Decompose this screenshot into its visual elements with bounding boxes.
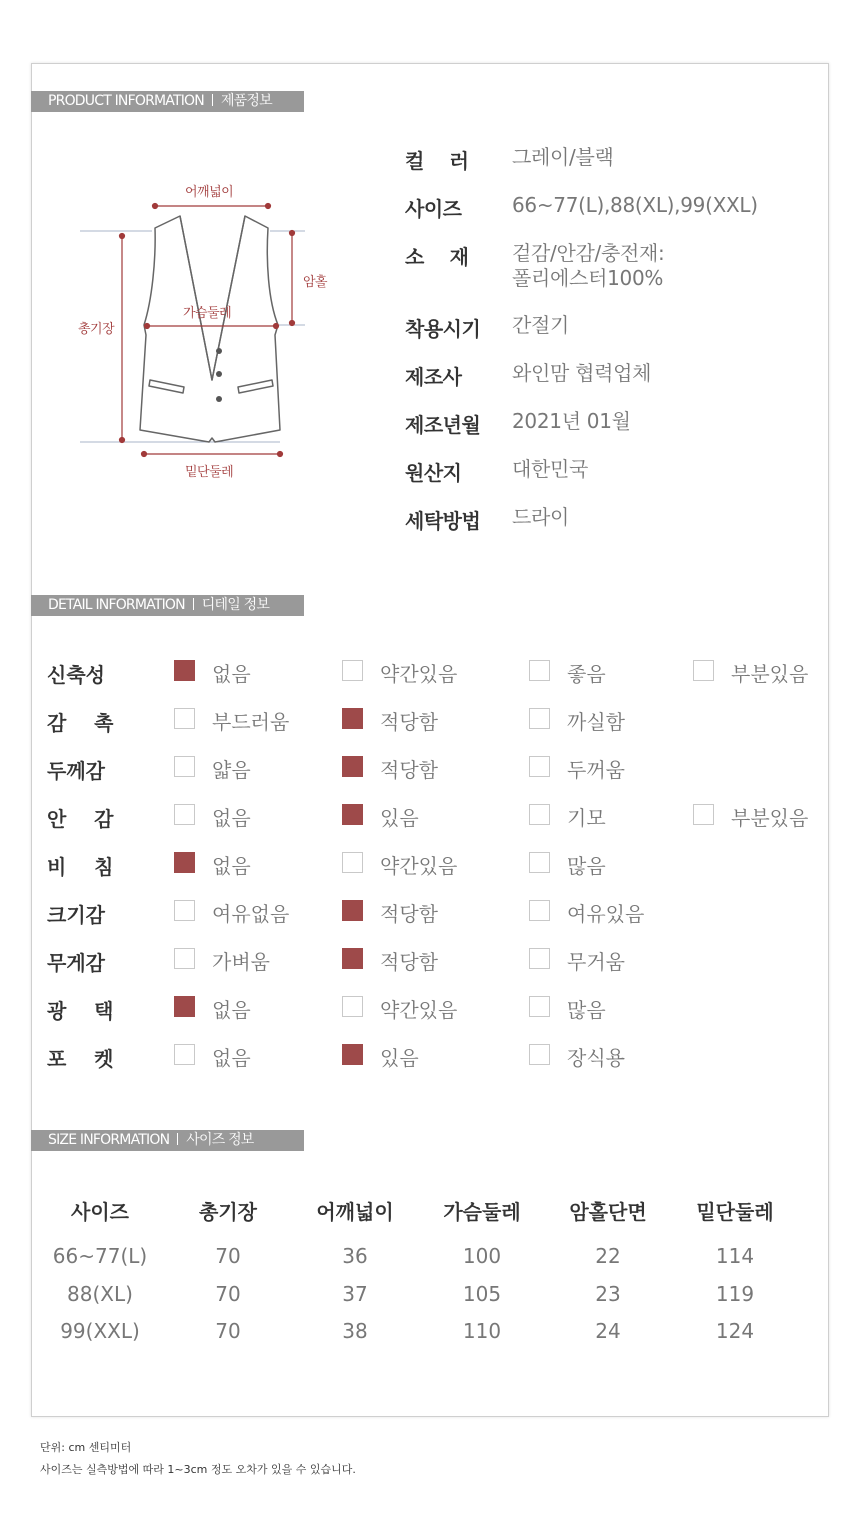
detail-row <box>47 897 827 927</box>
spec-value: 와인맘 협력업체 <box>512 361 652 385</box>
checked-box <box>174 996 195 1017</box>
detail-option-label: 얇음 <box>212 758 251 782</box>
detail-row <box>47 801 827 831</box>
unchecked-box <box>529 1044 550 1065</box>
detail-option-label: 부분있음 <box>731 662 809 686</box>
header-divider <box>177 1133 178 1145</box>
detail-row <box>47 993 827 1023</box>
unchecked-box <box>529 900 550 921</box>
checked-box <box>342 948 363 969</box>
size-table-header: 가슴둘레 <box>443 1200 521 1224</box>
unchecked-box <box>342 852 363 873</box>
unchecked-box <box>342 996 363 1017</box>
detail-row <box>47 945 827 975</box>
size-table-cell: 119 <box>715 1282 755 1306</box>
size-table-cell: 105 <box>462 1282 502 1306</box>
checked-box <box>174 660 195 681</box>
spec-label: 제조년월 <box>405 413 481 437</box>
spec-label: 제조사 <box>405 365 462 389</box>
product-info-header-ko: 제품정보 <box>220 93 272 109</box>
size-table-cell: 37 <box>342 1282 368 1306</box>
spec-label: 사이즈 <box>405 197 462 221</box>
checked-box <box>342 900 363 921</box>
detail-option-label: 까실함 <box>567 710 625 734</box>
detail-option-label: 적당함 <box>380 902 438 926</box>
unchecked-box <box>529 804 550 825</box>
unchecked-box <box>529 996 550 1017</box>
size-table-cell: 110 <box>462 1319 502 1343</box>
size-table-header: 밑단둘레 <box>696 1200 774 1224</box>
size-info-header <box>31 1130 304 1151</box>
detail-row <box>47 849 827 879</box>
detail-option-label: 가벼움 <box>212 950 270 974</box>
armhole-label: 암홀 <box>303 275 328 290</box>
unchecked-box <box>174 948 195 969</box>
size-table-header: 암홀단면 <box>569 1200 647 1224</box>
detail-option-label: 적당함 <box>380 758 438 782</box>
checked-box <box>342 804 363 825</box>
unchecked-box <box>174 708 195 729</box>
detail-option-label: 많음 <box>567 854 606 878</box>
size-table-cell: 114 <box>715 1244 755 1268</box>
checked-box <box>342 1044 363 1065</box>
detail-option-label: 없음 <box>212 806 251 830</box>
detail-option-label: 부분있음 <box>731 806 809 830</box>
detail-label: 신축성 <box>47 663 105 687</box>
detail-option-label: 부드러움 <box>212 710 290 734</box>
detail-row <box>47 657 827 687</box>
size-table-cell: 23 <box>595 1282 621 1306</box>
detail-option-label: 약간있음 <box>380 854 458 878</box>
detail-option-label: 두꺼움 <box>567 758 625 782</box>
detail-label: 포 켓 <box>47 1047 114 1071</box>
tolerance-note: 사이즈는 실측방법에 따라 1~3cm 정도 오차가 있을 수 있습니다. <box>40 1463 356 1476</box>
size-table-cell: 70 <box>215 1319 241 1343</box>
header-divider <box>212 94 213 106</box>
detail-info-header <box>31 595 304 616</box>
unchecked-box <box>529 708 550 729</box>
unchecked-box <box>693 804 714 825</box>
checked-box <box>342 708 363 729</box>
unchecked-box <box>529 660 550 681</box>
detail-row <box>47 1041 827 1071</box>
chest-label: 가슴둘레 <box>183 306 232 321</box>
detail-option-label: 장식용 <box>567 1046 625 1070</box>
size-table-header: 어깨넓이 <box>316 1200 394 1224</box>
spec-value: 대한민국 <box>512 457 589 481</box>
detail-option-label: 있음 <box>380 1046 419 1070</box>
checked-box <box>342 756 363 777</box>
unchecked-box <box>174 1044 195 1065</box>
spec-value: 그레이/블랙 <box>512 145 614 169</box>
unchecked-box <box>529 852 550 873</box>
size-notes <box>40 1437 356 1481</box>
vest-measurement-diagram <box>60 170 360 490</box>
spec-value: 드라이 <box>512 505 570 529</box>
spec-value-line2: 폴리에스터100% <box>512 266 664 290</box>
detail-label: 안 감 <box>47 807 114 831</box>
spec-value: 겉감/안감/충전재: <box>512 241 665 265</box>
detail-info-header-en: DETAIL INFORMATION <box>48 597 185 613</box>
spec-label: 원산지 <box>405 461 462 485</box>
detail-info-header-ko: 디테일 정보 <box>201 597 270 613</box>
detail-option-label: 없음 <box>212 998 251 1022</box>
detail-option-label: 기모 <box>567 806 606 830</box>
size-table-cell: 36 <box>342 1244 368 1268</box>
shoulder-width-label: 어깨넓이 <box>185 185 234 200</box>
unchecked-box <box>174 900 195 921</box>
size-table-cell: 38 <box>342 1319 368 1343</box>
spec-value: 2021년 01월 <box>512 409 631 433</box>
spec-value: 간절기 <box>512 313 570 337</box>
unchecked-box <box>529 756 550 777</box>
detail-option-label: 여유없음 <box>212 902 290 926</box>
unchecked-box <box>529 948 550 969</box>
detail-option-label: 좋음 <box>567 662 606 686</box>
detail-label: 두께감 <box>47 759 105 783</box>
size-table-cell: 22 <box>595 1244 621 1268</box>
size-table-cell: 70 <box>215 1282 241 1306</box>
size-table-header: 사이즈 <box>71 1200 129 1224</box>
total-length-label: 총기장 <box>78 322 115 337</box>
size-table-cell: 100 <box>462 1244 502 1268</box>
detail-option-label: 약간있음 <box>380 662 458 686</box>
detail-option-label: 무거움 <box>567 950 625 974</box>
detail-option-label: 많음 <box>567 998 606 1022</box>
unit-note: 단위: cm 센티미터 <box>40 1441 132 1454</box>
size-info-header-ko: 사이즈 정보 <box>186 1132 254 1148</box>
detail-label: 비 침 <box>47 855 114 879</box>
detail-label: 크기감 <box>47 903 105 927</box>
detail-option-label: 있음 <box>380 806 419 830</box>
detail-option-label: 없음 <box>212 1046 251 1070</box>
size-info-header-en: SIZE INFORMATION <box>48 1132 170 1148</box>
detail-option-label: 없음 <box>212 854 251 878</box>
detail-option-label: 없음 <box>212 662 251 686</box>
size-table-cell: 24 <box>595 1319 621 1343</box>
product-info-header <box>31 91 304 112</box>
size-table-cell: 70 <box>215 1244 241 1268</box>
spec-label: 소 재 <box>405 245 469 269</box>
hem-label: 밑단둘레 <box>185 465 234 480</box>
size-table-cell: 88(XL) <box>67 1282 133 1306</box>
detail-row <box>47 705 827 735</box>
spec-label: 세탁방법 <box>405 509 481 533</box>
spec-label: 컬 러 <box>405 149 469 173</box>
spec-label: 착용시기 <box>405 317 481 341</box>
size-table-cell: 124 <box>715 1319 755 1343</box>
unchecked-box <box>693 660 714 681</box>
detail-label: 감 촉 <box>47 711 114 735</box>
spec-value: 66~77(L),88(XL),99(XXL) <box>512 193 758 217</box>
detail-option-label: 적당함 <box>380 710 438 734</box>
unchecked-box <box>342 660 363 681</box>
detail-label: 광 택 <box>47 999 114 1023</box>
size-table-header: 총기장 <box>199 1200 257 1224</box>
detail-option-label: 여유있음 <box>567 902 645 926</box>
size-table-cell: 66~77(L) <box>52 1244 148 1268</box>
unchecked-box <box>174 804 195 825</box>
product-info-header-en: PRODUCT INFORMATION <box>48 93 204 109</box>
detail-label: 무게감 <box>47 951 105 975</box>
size-table-cell: 99(XXL) <box>60 1319 140 1343</box>
header-divider <box>193 598 194 610</box>
detail-row <box>47 753 827 783</box>
detail-option-label: 약간있음 <box>380 998 458 1022</box>
checked-box <box>174 852 195 873</box>
unchecked-box <box>174 756 195 777</box>
detail-option-label: 적당함 <box>380 950 438 974</box>
